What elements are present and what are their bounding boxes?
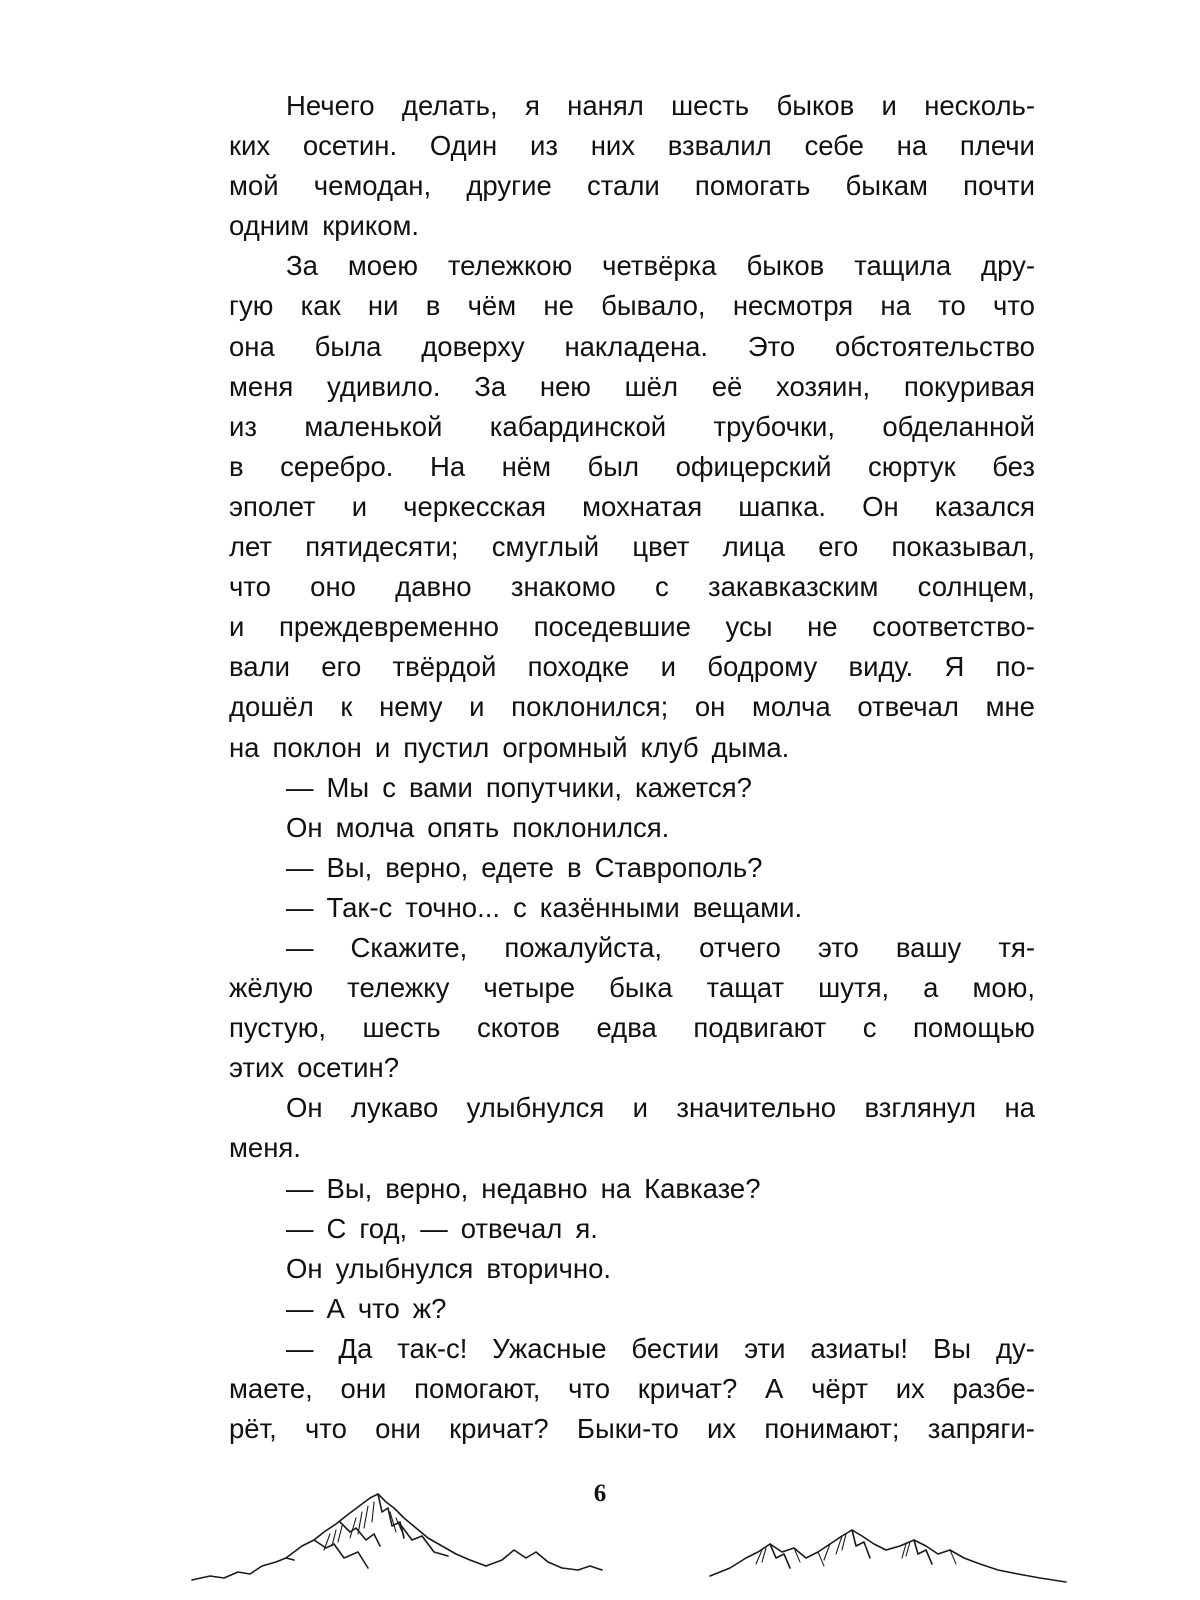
word: скотов (477, 1012, 560, 1044)
word: За (474, 370, 507, 402)
word: жёлую (229, 972, 314, 1004)
text-line (229, 126, 1035, 166)
word: на (896, 130, 928, 162)
word: молча (752, 691, 831, 723)
word: их (895, 1373, 925, 1404)
word: недавно (481, 1172, 588, 1204)
word: ж? (412, 1292, 447, 1324)
word: запряги- (927, 1413, 1035, 1445)
word: С (326, 1212, 347, 1244)
word: этих (229, 1052, 285, 1084)
word: серебро. (280, 450, 394, 482)
word: эти (744, 1332, 786, 1364)
word: поклонился; (511, 691, 669, 723)
text-line (229, 1209, 1035, 1249)
word: делать, (401, 90, 498, 121)
word: лукаво (350, 1092, 439, 1124)
word: себе (804, 130, 864, 162)
word: бодрому (707, 651, 818, 683)
word: из (229, 410, 257, 442)
word: вашу (895, 931, 962, 963)
word: что (568, 1373, 611, 1404)
word: нём (501, 450, 552, 482)
word: они (375, 1413, 421, 1445)
word: удивило. (326, 370, 441, 402)
word: и (632, 1092, 649, 1124)
word: них (590, 130, 635, 162)
word: Так-с (326, 891, 393, 923)
word: А (765, 1373, 784, 1404)
word: что (993, 290, 1035, 322)
word: покуривая (903, 370, 1035, 402)
mountain-range-illustration (190, 1488, 1070, 1588)
text-line (229, 86, 1035, 126)
text-line (229, 1008, 1035, 1048)
word: дыма. (711, 731, 790, 763)
word: Кавказе? (644, 1172, 761, 1204)
text-line (229, 1289, 1035, 1329)
word: отвечал (857, 691, 959, 723)
word: четыре (483, 972, 576, 1004)
word: улыбнулся (335, 1252, 474, 1284)
word: лица (722, 531, 786, 563)
word: маленькой (304, 410, 443, 442)
word: это (817, 931, 859, 963)
word: доверху (421, 330, 525, 362)
word: черкесская (403, 490, 547, 522)
word: точно... (405, 891, 501, 923)
word: отвечал (460, 1212, 563, 1244)
word: — (286, 931, 314, 963)
word: с (655, 571, 669, 603)
text-line (229, 327, 1035, 367)
text-line (229, 1369, 1035, 1409)
word: На (429, 450, 466, 482)
word: чемодан, (313, 170, 432, 202)
word: я (524, 90, 540, 121)
word: осетин? (297, 1052, 400, 1084)
word: — (286, 1332, 314, 1364)
word: ду- (995, 1332, 1035, 1364)
word: по- (995, 651, 1035, 683)
word: солнцем, (917, 571, 1035, 603)
word: осетин. (302, 130, 398, 162)
word: стали (586, 170, 660, 202)
word: быкам (845, 170, 928, 202)
word: мою, (972, 972, 1035, 1004)
word: нанял (567, 90, 644, 121)
word: и (229, 611, 245, 643)
word: его (321, 651, 362, 683)
word: в (566, 851, 582, 883)
word: и (660, 651, 676, 683)
word: ких (229, 130, 271, 162)
word: на (880, 290, 911, 322)
word: клуб (640, 731, 699, 763)
word: поклонился. (512, 811, 670, 843)
word: помогать (694, 170, 811, 202)
word: гую (229, 290, 274, 322)
word: с (513, 891, 527, 923)
word: в (425, 290, 441, 322)
word: и (374, 731, 391, 763)
word: шапка. (738, 490, 827, 522)
text-line (229, 1249, 1035, 1289)
word: Мы (326, 771, 370, 803)
word: Ставрополь? (594, 851, 763, 883)
text-line (229, 407, 1035, 447)
word: то (938, 290, 966, 322)
word: улыбнулся (466, 1092, 605, 1124)
word: вали (229, 651, 291, 683)
word: мой (229, 170, 279, 202)
word: нему (379, 691, 443, 723)
text-line (229, 166, 1035, 206)
word: несмотря (732, 290, 854, 322)
text-line (229, 206, 1035, 246)
word: он (694, 691, 726, 723)
word: Он (862, 490, 899, 522)
word: Это (747, 330, 796, 362)
word: закавказским (708, 571, 879, 603)
word: была (314, 330, 382, 362)
word: вещами. (692, 891, 803, 923)
word: дошёл (229, 691, 314, 723)
word: четвёрка (602, 250, 717, 282)
word: — (286, 1212, 314, 1244)
text-line (229, 1088, 1035, 1128)
word: на (229, 731, 260, 763)
word: усы (725, 611, 773, 643)
word: цвет (632, 531, 690, 563)
word: криком. (322, 210, 420, 242)
text-line (229, 647, 1035, 687)
word: одним (229, 210, 310, 242)
word: что (304, 1413, 347, 1445)
word: тележку (347, 972, 450, 1004)
word: на (600, 1172, 632, 1204)
word: соответство- (872, 611, 1035, 643)
word: я. (575, 1212, 598, 1244)
word: За (286, 250, 318, 282)
word: показывал, (891, 531, 1035, 563)
word: и (881, 90, 897, 121)
word: Он (286, 1092, 323, 1124)
word: поклон (272, 731, 362, 763)
text-line (229, 1329, 1035, 1369)
word: твёрдой (392, 651, 497, 683)
word: огромный (502, 731, 628, 763)
word: меня. (229, 1132, 301, 1164)
text-line (229, 848, 1035, 888)
word: их (707, 1413, 737, 1445)
word: попутчики, (485, 771, 622, 803)
word: Один (429, 130, 498, 162)
word: обделанной (882, 410, 1035, 442)
word: пятидесяти; (305, 531, 459, 563)
text-line (229, 1048, 1035, 1088)
word: мне (985, 691, 1035, 723)
word: накладена. (564, 330, 709, 362)
word: — (286, 891, 314, 923)
word: тащат (706, 972, 785, 1004)
word: и (469, 691, 485, 723)
word: преждевременно (279, 611, 499, 643)
word: не (807, 611, 838, 643)
word: — (420, 1212, 448, 1244)
word: опять (427, 811, 500, 843)
word: быков (746, 250, 825, 282)
word: Он (286, 1252, 323, 1284)
word: обстоятельство (835, 330, 1035, 362)
text-line (229, 286, 1035, 326)
word: тащила (854, 250, 952, 282)
word: из (529, 130, 558, 162)
word: подвигают (693, 1012, 827, 1044)
word: чём (467, 290, 517, 322)
word: Ужасные (492, 1332, 607, 1364)
word: знакомо (510, 571, 616, 603)
word: помогают, (414, 1373, 541, 1404)
word: — (286, 1292, 314, 1324)
word: другие (466, 170, 552, 202)
word: плечи (959, 130, 1035, 162)
page-number: 6 (593, 1480, 607, 1507)
word: — (286, 1172, 314, 1204)
text-line (229, 888, 1035, 928)
word: трубочки, (713, 410, 835, 442)
word: её (711, 370, 743, 402)
word: вторично. (486, 1252, 612, 1284)
word: смуглый (491, 531, 600, 563)
word: — (286, 851, 314, 883)
word: офицерский (675, 450, 832, 482)
word: азиаты! (810, 1332, 909, 1364)
word: сюртук (867, 450, 956, 482)
text-line (229, 768, 1035, 808)
word: дру- (981, 250, 1035, 282)
word: понимают; (764, 1413, 900, 1445)
word: Он (286, 811, 323, 843)
body-text (229, 86, 1035, 1449)
word: его (818, 531, 859, 563)
word: эполет (229, 490, 316, 522)
word: разбе- (952, 1373, 1035, 1404)
word: на (1004, 1092, 1035, 1124)
word: чёрт (811, 1373, 868, 1404)
word: значительно (676, 1092, 837, 1124)
word: шёл (624, 370, 679, 402)
word: в (229, 450, 244, 482)
word: давно (395, 571, 472, 603)
word: что (357, 1292, 400, 1324)
word: без (992, 450, 1035, 482)
text-line (229, 968, 1035, 1008)
word: оно (310, 571, 356, 603)
word: молча (335, 811, 415, 843)
word: казался (934, 490, 1035, 522)
text-line (229, 607, 1035, 647)
word: кабардинской (489, 410, 667, 442)
word: шесть (671, 90, 750, 121)
text-line (229, 1409, 1035, 1449)
word: пожалуйста, (504, 931, 663, 963)
word: что (229, 571, 271, 603)
word: верно, (385, 1172, 469, 1204)
word: верно, (385, 851, 469, 883)
word: шесть (362, 1012, 441, 1044)
word: — (286, 771, 314, 803)
word: она (229, 330, 275, 362)
word: казёнными (539, 891, 680, 923)
word: быков (776, 90, 855, 121)
word: пустил (403, 731, 490, 763)
word: отчего (699, 931, 781, 963)
word: меня (229, 370, 294, 402)
word: рёт, (229, 1413, 277, 1445)
word: они (340, 1373, 387, 1404)
word: Вы, (326, 851, 373, 883)
word: шутя, (818, 972, 890, 1004)
text-line (229, 1128, 1035, 1168)
word: а (923, 972, 939, 1004)
word: Быки-то (576, 1413, 679, 1445)
text-line (229, 447, 1035, 487)
word: пустую, (229, 1012, 327, 1044)
word: тя- (998, 931, 1035, 963)
word: не (543, 290, 574, 322)
word: Я (944, 651, 965, 683)
word: мохнатая (582, 490, 703, 522)
word: бестии (631, 1332, 720, 1364)
word: походке (527, 651, 630, 683)
text-line (229, 567, 1035, 607)
text-line (229, 928, 1035, 968)
word: вами (408, 771, 473, 803)
word: с (862, 1012, 877, 1044)
word: взвалил (667, 130, 772, 162)
text-line (229, 687, 1035, 727)
word: как (300, 290, 341, 322)
word: год, (359, 1212, 408, 1244)
word: кричат? (637, 1373, 738, 1404)
word: Вы (932, 1332, 972, 1364)
text-line (229, 246, 1035, 286)
word: Вы, (326, 1172, 373, 1204)
word: кажется? (634, 771, 752, 803)
word: нею (539, 370, 591, 402)
word: поседевшие (533, 611, 691, 643)
word: Нечего (286, 90, 375, 121)
word: Скажите, (350, 931, 468, 963)
word: хозяин, (776, 370, 871, 402)
word: Да (338, 1332, 373, 1364)
word: быка (609, 972, 673, 1004)
word: к (340, 691, 353, 723)
word: А (326, 1292, 345, 1324)
word: и (351, 490, 368, 522)
word: кричат? (449, 1413, 549, 1445)
text-line (229, 808, 1035, 848)
text-line (229, 728, 1035, 768)
text-line (229, 487, 1035, 527)
word: тележкою (447, 250, 573, 282)
word: ни (367, 290, 399, 322)
word: был (587, 450, 640, 482)
word: моею (347, 250, 418, 282)
word: с (382, 771, 396, 803)
text-line (229, 1169, 1035, 1209)
word: взглянул (864, 1092, 977, 1124)
word: едва (596, 1012, 657, 1044)
word: едете (481, 851, 554, 883)
word: почти (963, 170, 1035, 202)
word: бывало, (601, 290, 706, 322)
word: помощью (912, 1012, 1035, 1044)
text-line (229, 527, 1035, 567)
word: несколь- (924, 90, 1035, 121)
text-line (229, 367, 1035, 407)
word: виду. (848, 651, 914, 683)
word: так-с! (397, 1332, 468, 1364)
word: лет (229, 531, 273, 563)
word: маете, (229, 1373, 313, 1404)
